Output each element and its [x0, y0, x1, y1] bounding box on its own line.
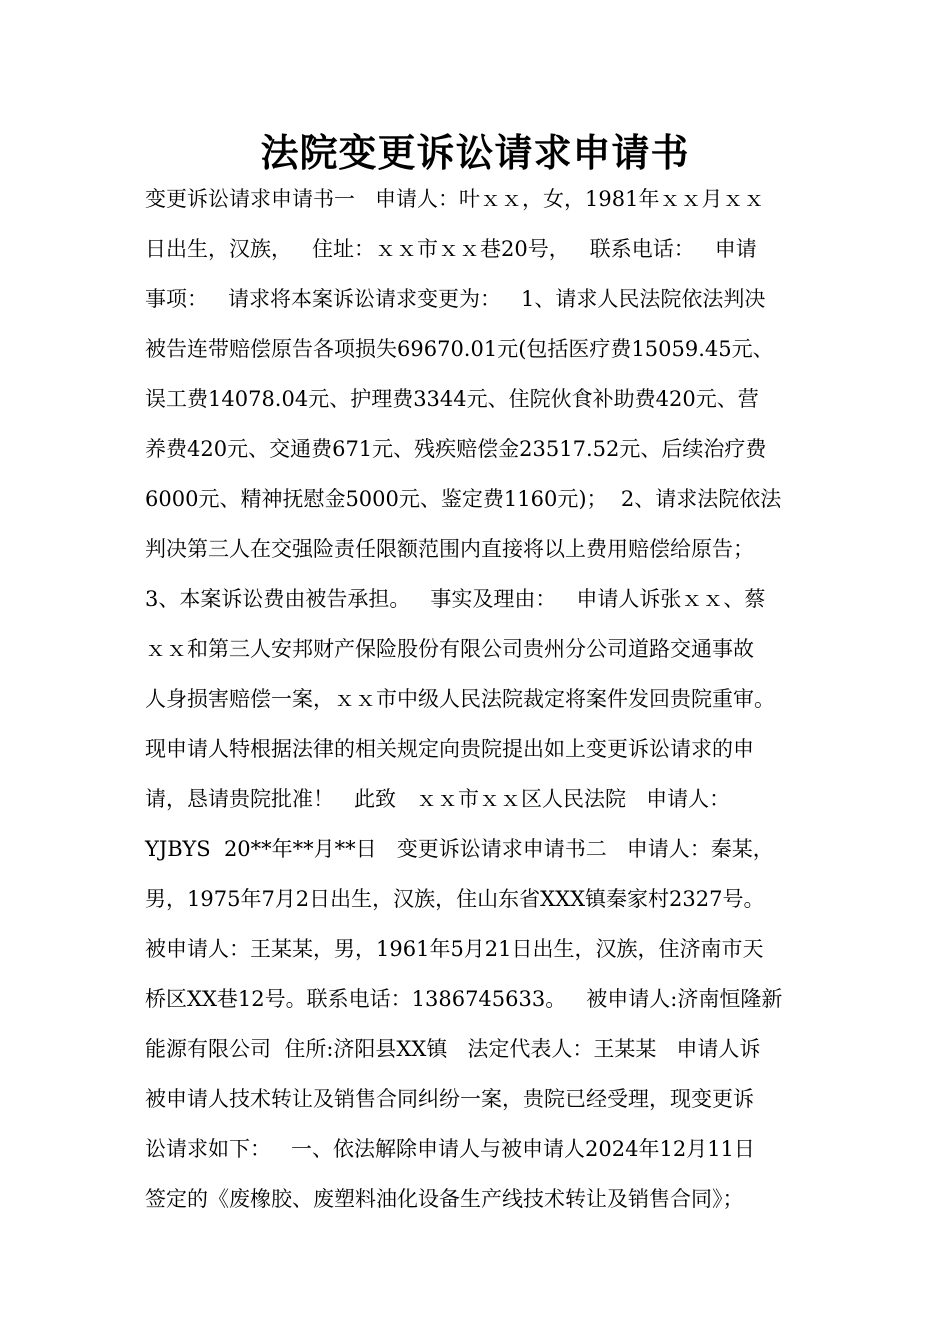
- body-line: 误工费14078.04元、护理费3344元、住院伙食补助费420元、营: [145, 387, 759, 411]
- document-title: 法院变更诉讼请求申请书: [260, 131, 690, 175]
- body-line: 能源有限公司 住所:济阳县XX镇 法定代表人：王某某 申请人诉: [145, 1037, 761, 1061]
- body-line: 被申请人技术转让及销售合同纠纷一案，贵院已经受理，现变更诉: [145, 1087, 754, 1111]
- body-line: 现申请人特根据法律的相关规定向贵院提出如上变更诉讼请求的申: [145, 737, 754, 761]
- body-line: 被告连带赔偿原告各项损失69670.01元(包括医疗费15059.45元、: [145, 337, 774, 361]
- body-line: 请，恳请贵院批准！ 此致 ｘｘ市ｘｘ区人民法院 申请人：: [145, 787, 731, 811]
- body-line: 人身损害赔偿一案，ｘｘ市中级人民法院裁定将案件发回贵院重审。: [145, 687, 775, 711]
- body-line: 变更诉讼请求申请书一 申请人：叶ｘｘ，女，1981年ｘｘ月ｘｘ: [145, 187, 765, 211]
- body-line: 男，1975年7月2日出生，汉族，住山东省XXX镇秦家村2327号。: [145, 887, 765, 911]
- body-line: 日出生，汉族， 住址：ｘｘ市ｘｘ巷20号， 联系电话： 申请: [145, 237, 757, 261]
- body-line: 被申请人：王某某，男，1961年5月21日出生，汉族，住济南市天: [145, 937, 764, 961]
- body-line: 3、本案诉讼费由被告承担。 事实及理由： 申请人诉张ｘｘ、蔡: [145, 587, 766, 611]
- body-line: ｘｘ和第三人安邦财产保险股份有限公司贵州分公司道路交通事故: [145, 637, 754, 661]
- body-line: 桥区XX巷12号。联系电话：1386745633。 被申请人:济南恒隆新: [145, 987, 783, 1011]
- body-line: 判决第三人在交强险责任限额范围内直接将以上费用赔偿给原告；: [145, 537, 754, 561]
- body-line: 签定的《废橡胶、废塑料油化设备生产线技术转让及销售合同》；: [145, 1187, 744, 1211]
- body-line: 事项： 请求将本案诉讼请求变更为： 1、请求人民法院依法判决: [145, 287, 766, 311]
- body-line: 养费420元、交通费671元、残疾赔偿金23517.52元、后续治疗费: [145, 437, 767, 461]
- body-line: 讼请求如下： 一、依法解除申请人与被申请人2024年12月11日: [145, 1137, 755, 1161]
- body-line: 6000元、精神抚慰金5000元、鉴定费1160元)； 2、请求法院依法: [145, 487, 782, 511]
- body-line: YJBYS 20**年**月**日 变更诉讼请求申请书二 申请人：秦某，: [145, 837, 774, 861]
